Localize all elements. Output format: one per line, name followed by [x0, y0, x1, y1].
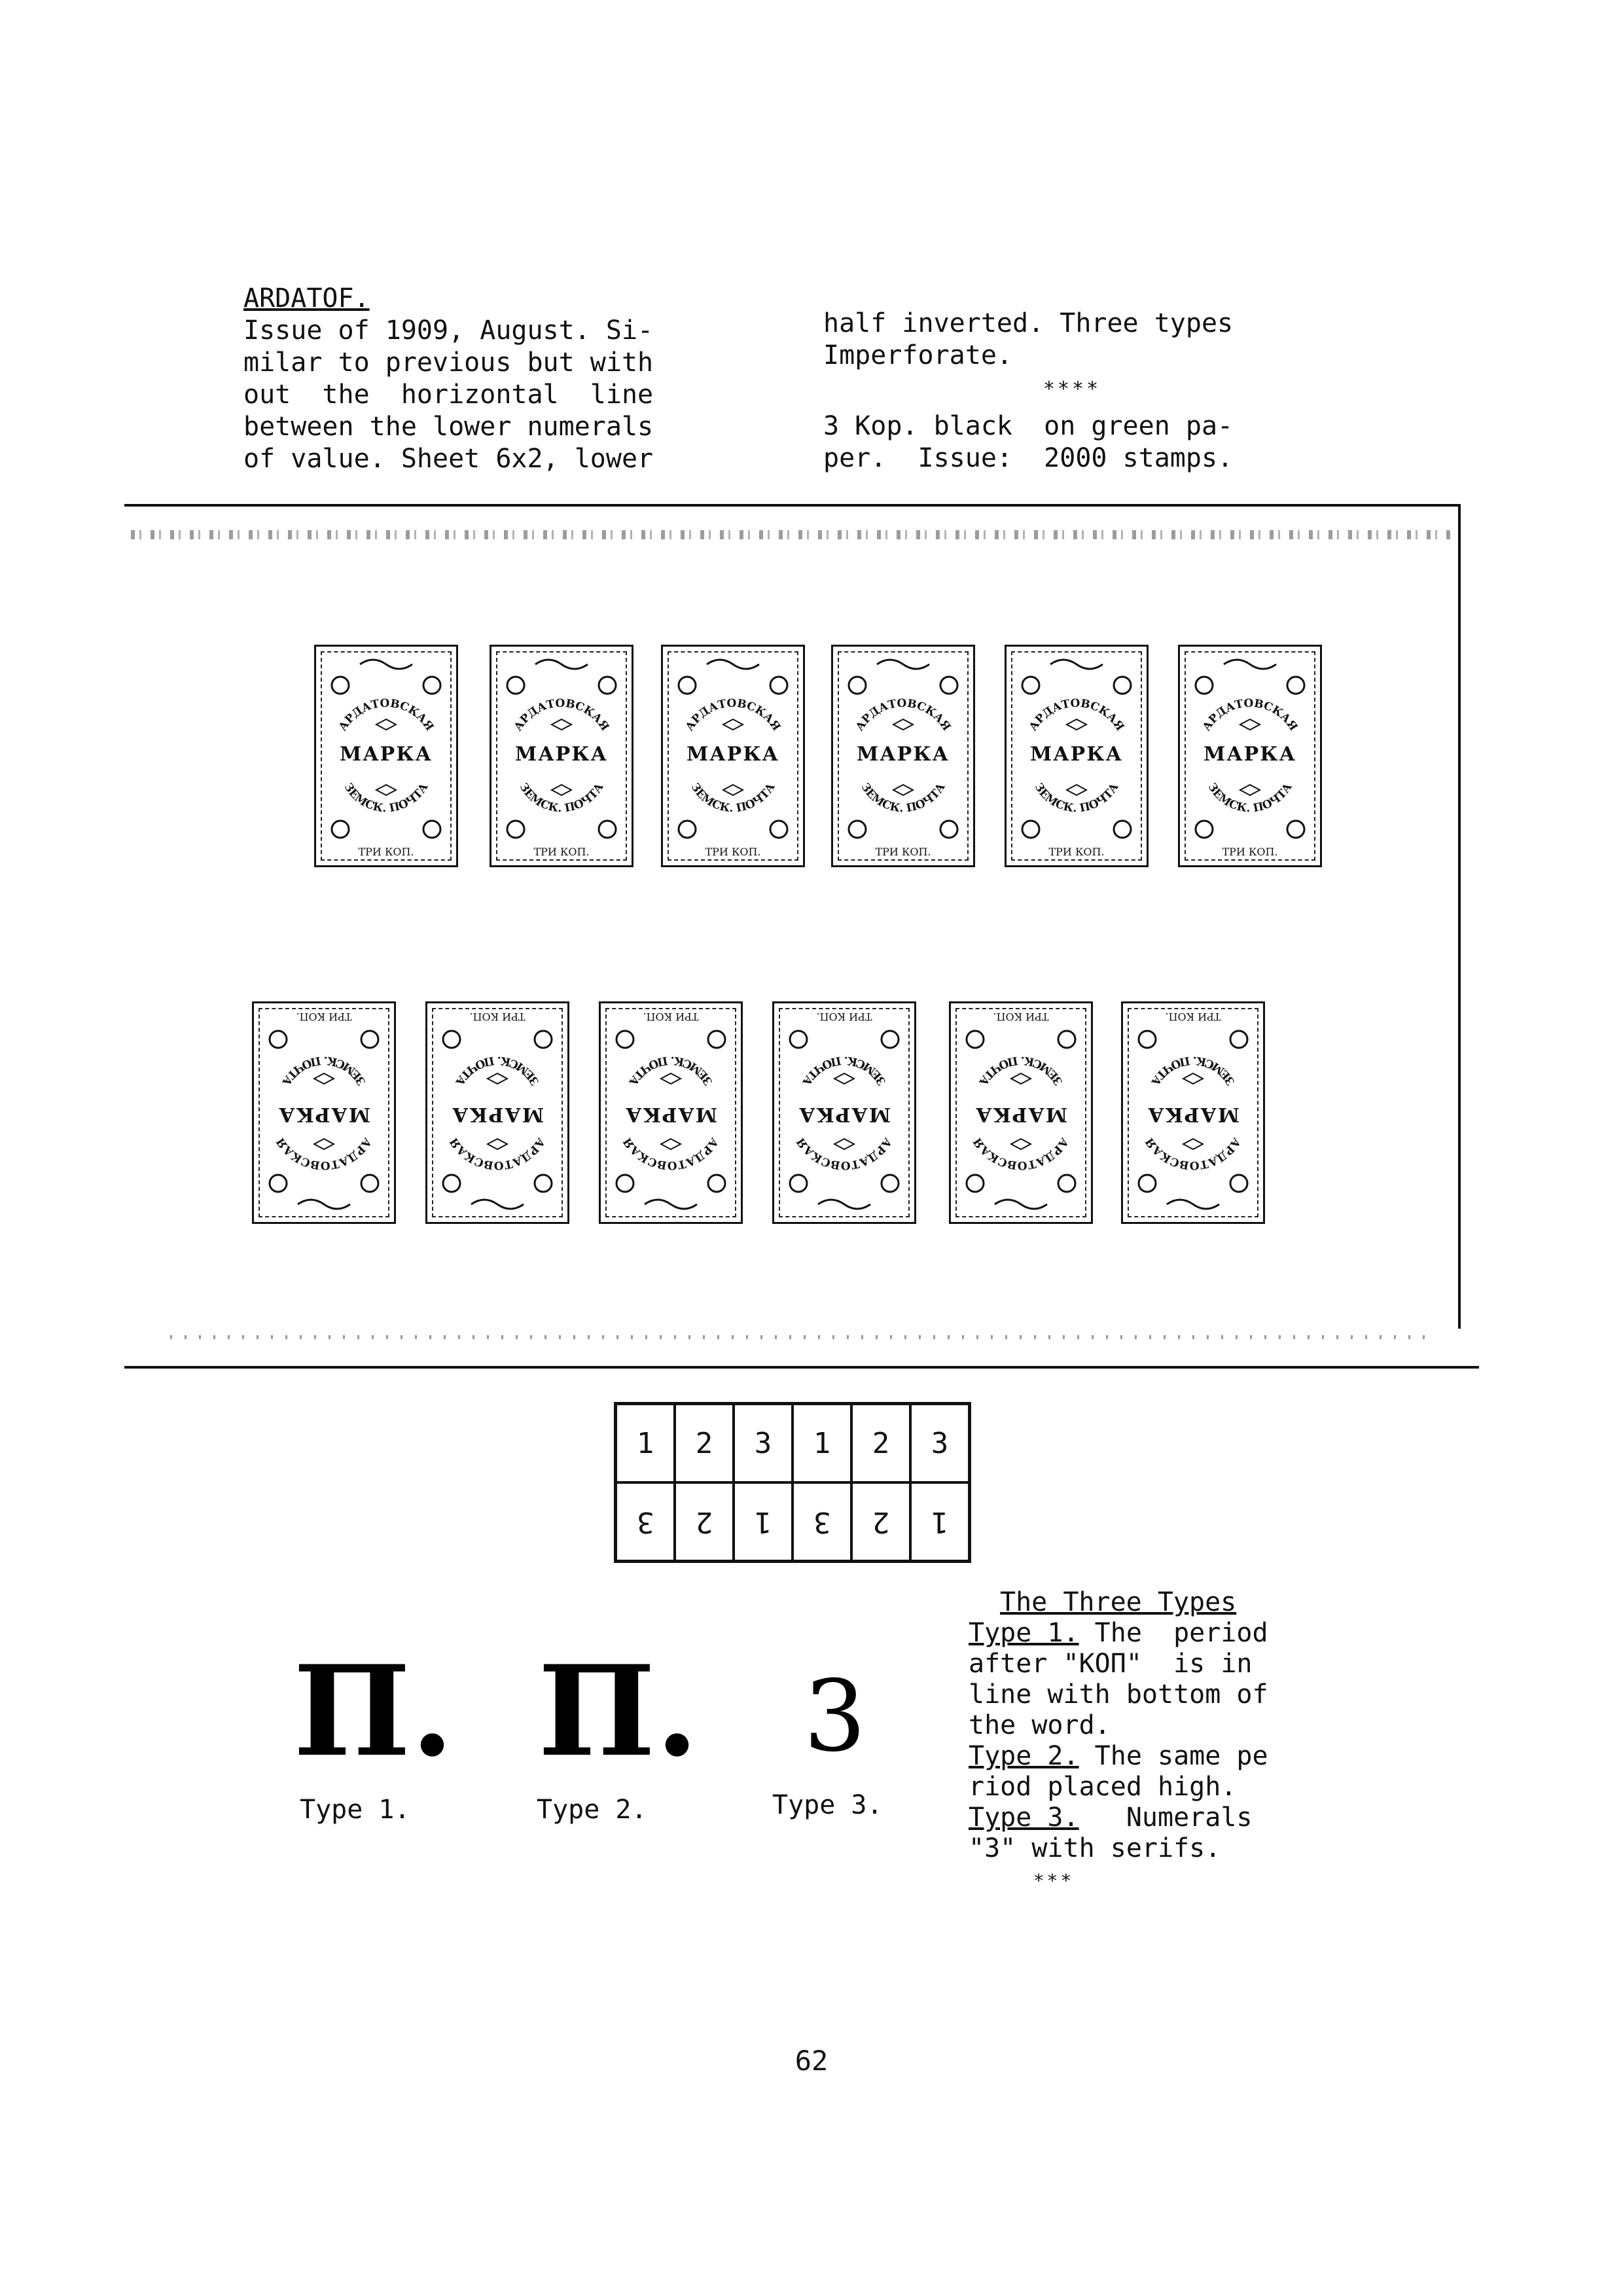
- stamp-center-word: МАРКА: [451, 1103, 544, 1126]
- grid-cell-top-4: 1: [793, 1404, 851, 1482]
- svg-text:ЗЕМСК. ПОЧТА: ЗЕМСК. ПОЧТА: [1205, 781, 1295, 816]
- left-line-4: between the lower numerals: [243, 412, 654, 442]
- type2-line-2: riod placed high.: [969, 1772, 1237, 1802]
- stamp-center-word: МАРКА: [515, 743, 608, 766]
- stamp-bottom-1: [252, 1001, 396, 1224]
- type2-label: Type 2.: [537, 1795, 647, 1825]
- type1-label: Type 1.: [300, 1795, 410, 1825]
- stamp-value: ТРИ КОП.: [1222, 846, 1278, 858]
- svg-text:АРДАТОВСКАЯ: АРДАТОВСКАЯ: [683, 696, 783, 734]
- stamp-value: ТРИ КОП.: [1165, 1011, 1221, 1023]
- type3-line-1: Numerals: [1079, 1803, 1253, 1833]
- stamp-value: ТРИ КОП.: [705, 846, 761, 858]
- type1-line-1: The period: [1079, 1618, 1268, 1648]
- stamp-center-word: МАРКА: [624, 1103, 717, 1126]
- right-text-column: [823, 308, 1321, 475]
- svg-text:ЗЕМСК. ПОЧТА: ЗЕМСК. ПОЧТА: [279, 1053, 369, 1088]
- stamp-bottom-2: [425, 1001, 569, 1224]
- sheet-edge-noise: [131, 530, 1453, 539]
- type1-heading: Type 1.: [969, 1618, 1079, 1648]
- grid-cell-bottom-3: 1: [734, 1482, 793, 1561]
- svg-text:ЗЕМСК. ПОЧТА: ЗЕМСК. ПОЧТА: [976, 1053, 1066, 1088]
- svg-text:ЗЕМСК. ПОЧТА: ЗЕМСК. ПОЧТА: [452, 1053, 543, 1088]
- sheet-bottom-noise: [170, 1335, 1427, 1339]
- type-layout-grid: [614, 1402, 971, 1563]
- stamp-center-word: МАРКА: [857, 743, 950, 766]
- stamp-bottom-5: [949, 1001, 1093, 1224]
- sheet-frame-bottom: [124, 1366, 1479, 1369]
- svg-text:АРДАТОВСКАЯ: АРДАТОВСКАЯ: [620, 1135, 721, 1172]
- svg-text:АРДАТОВСКАЯ: АРДАТОВСКАЯ: [794, 1135, 895, 1172]
- svg-text:АРДАТОВСКАЯ: АРДАТОВСКАЯ: [1026, 696, 1127, 734]
- grid-cell-bottom-2: 2: [675, 1482, 734, 1561]
- svg-text:ЗЕМСК. ПОЧТА: ЗЕМСК. ПОЧТА: [516, 781, 607, 816]
- separator-stars: ****: [1043, 378, 1101, 401]
- stamp-bottom-3: [599, 1001, 743, 1224]
- sheet-frame-top: [124, 504, 1459, 507]
- grid-cell-bottom-4: 3: [793, 1482, 851, 1561]
- grid-cell-top-2: 2: [675, 1404, 734, 1482]
- type2-glyph: П.: [538, 1638, 699, 1784]
- grid-cell-bottom-5: 2: [851, 1482, 910, 1561]
- type2-heading: Type 2.: [969, 1741, 1079, 1771]
- types-title: The Three Types: [1000, 1587, 1237, 1617]
- svg-text:АРДАТОВСКАЯ: АРДАТОВСКАЯ: [971, 1135, 1071, 1172]
- svg-text:АРДАТОВСКАЯ: АРДАТОВСКАЯ: [1200, 696, 1300, 734]
- stamp-value: ТРИ КОП.: [358, 846, 414, 858]
- stamp-center-word: МАРКА: [687, 743, 779, 766]
- left-line-1: Issue of 1909, August. Si-: [243, 315, 654, 346]
- svg-text:АРДАТОВСКАЯ: АРДАТОВСКАЯ: [274, 1135, 374, 1172]
- stamp-center-word: МАРКА: [798, 1103, 891, 1126]
- page-number: 62: [794, 2045, 829, 2077]
- svg-text:ЗЕМСК. ПОЧТА: ЗЕМСК. ПОЧТА: [1148, 1053, 1238, 1088]
- right-line-2: Imperforate.: [823, 340, 1012, 370]
- stamp-top-5: [1005, 645, 1149, 867]
- right-line-1: half inverted. Three types: [823, 308, 1234, 338]
- svg-text:ЗЕМСК. ПОЧТА: ЗЕМСК. ПОЧТА: [799, 1053, 889, 1088]
- stamp-value: ТРИ КОП.: [993, 1011, 1049, 1023]
- stamp-center-word: МАРКА: [1030, 743, 1123, 766]
- grid-cell-top-3: 3: [734, 1404, 793, 1482]
- type2-line-1: The same pe: [1079, 1741, 1268, 1771]
- price-line-1: 3 Kop. black on green pa-: [823, 411, 1234, 441]
- type1-glyph: П.: [293, 1638, 454, 1784]
- stamp-value: ТРИ КОП.: [1048, 846, 1105, 858]
- types-description: [969, 1587, 1322, 1901]
- sheet-frame-right: [1458, 504, 1461, 1329]
- grid-cell-bottom-6: 1: [910, 1482, 969, 1561]
- left-text-column: [243, 283, 741, 475]
- svg-text:АРДАТОВСКАЯ: АРДАТОВСКАЯ: [447, 1135, 548, 1172]
- svg-text:ЗЕМСК. ПОЧТА: ЗЕМСК. ПОЧТА: [688, 781, 778, 816]
- grid-cell-top-1: 1: [616, 1404, 675, 1482]
- grid-cell-bottom-1: 3: [616, 1482, 675, 1561]
- stamp-center-word: МАРКА: [340, 743, 433, 766]
- svg-text:ЗЕМСК. ПОЧТА: ЗЕМСК. ПОЧТА: [626, 1053, 716, 1088]
- type3-glyph: 3: [804, 1660, 866, 1774]
- svg-text:ЗЕМСК. ПОЧТА: ЗЕМСК. ПОЧТА: [341, 781, 431, 816]
- stamp-top-6: [1178, 645, 1322, 867]
- stamp-bottom-6: [1121, 1001, 1265, 1224]
- grid-cell-top-6: 3: [910, 1404, 969, 1482]
- stamp-value: ТРИ КОП.: [816, 1011, 872, 1023]
- left-line-3: out the horizontal line: [243, 380, 654, 410]
- section-title: ARDATOF.: [243, 283, 370, 314]
- left-line-2: milar to previous but with: [243, 348, 654, 378]
- stamp-value: ТРИ КОП.: [469, 1011, 526, 1023]
- svg-text:АРДАТОВСКАЯ: АРДАТОВСКАЯ: [336, 696, 437, 734]
- stamp-top-2: [490, 645, 633, 867]
- stamp-bottom-4: [772, 1001, 916, 1224]
- left-line-5: of value. Sheet 6x2, lower: [243, 444, 654, 474]
- stamp-value: ТРИ КОП.: [643, 1011, 699, 1023]
- stamp-center-word: МАРКА: [974, 1103, 1067, 1126]
- stamp-top-1: [314, 645, 458, 867]
- type1-line-3: line with bottom of: [969, 1679, 1268, 1710]
- price-line-2: per. Issue: 2000 stamps.: [823, 443, 1234, 473]
- svg-text:АРДАТОВСКАЯ: АРДАТОВСКАЯ: [511, 696, 612, 734]
- grid-cell-top-5: 2: [851, 1404, 910, 1482]
- stamp-center-word: МАРКА: [1204, 743, 1296, 766]
- stamp-value: ТРИ КОП.: [875, 846, 931, 858]
- type3-label: Type 3.: [772, 1790, 883, 1820]
- svg-text:ЗЕМСК. ПОЧТА: ЗЕМСК. ПОЧТА: [858, 781, 948, 816]
- svg-text:ЗЕМСК. ПОЧТА: ЗЕМСК. ПОЧТА: [1031, 781, 1122, 816]
- type1-line-4: the word.: [969, 1710, 1111, 1740]
- stamp-value: ТРИ КОП.: [533, 846, 590, 858]
- type3-line-2: "3" with serifs.: [969, 1833, 1221, 1863]
- svg-text:АРДАТОВСКАЯ: АРДАТОВСКАЯ: [1143, 1135, 1243, 1172]
- stamp-center-word: МАРКА: [277, 1103, 370, 1126]
- stamp-value: ТРИ КОП.: [296, 1011, 352, 1023]
- stamp-top-3: [661, 645, 805, 867]
- stamp-top-4: [831, 645, 975, 867]
- type3-heading: Type 3.: [969, 1803, 1079, 1833]
- types-separator: ***: [1033, 1870, 1075, 1892]
- type1-line-2: after "КОП" is in: [969, 1649, 1253, 1679]
- svg-text:АРДАТОВСКАЯ: АРДАТОВСКАЯ: [853, 696, 954, 734]
- stamp-center-word: МАРКА: [1147, 1103, 1240, 1126]
